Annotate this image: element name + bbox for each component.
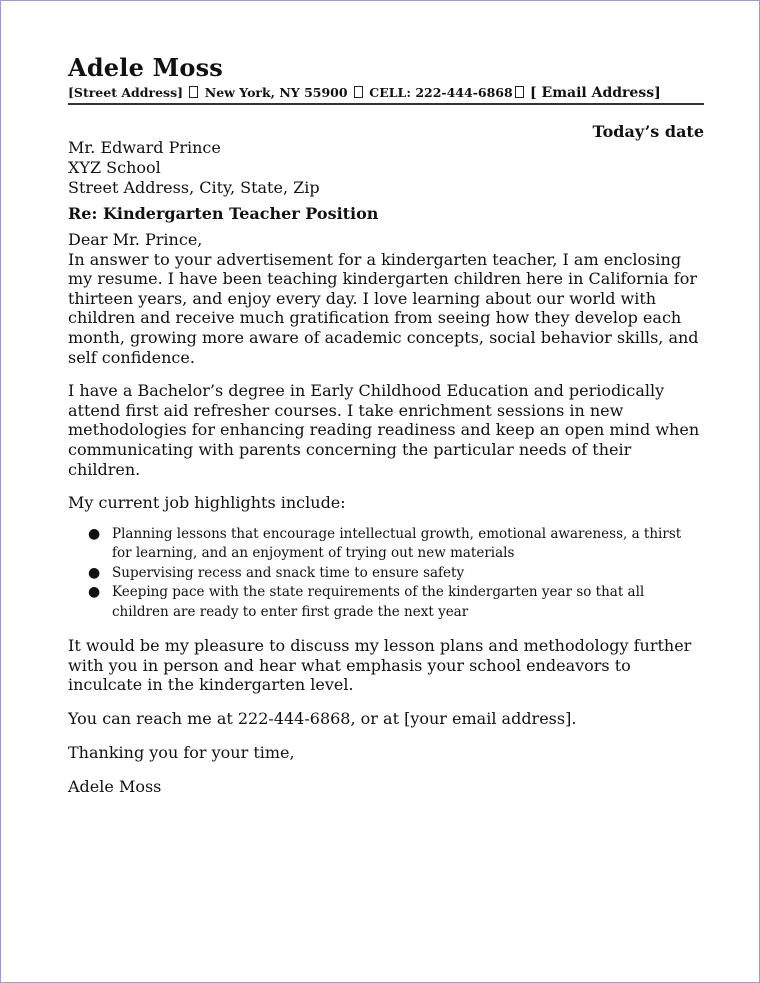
- city-state-zip: New York, NY 55900: [204, 85, 348, 100]
- cover-letter: [68, 52, 704, 797]
- body-paragraph: In answer to your advertisement for a kindergarten teacher, I am enclosing my resume. I have been teaching kindergarten children here in California for thirteen years, and enjoy every day. I love learning about our world with children and receive much gratification from seeing how they develop each month, growing more aware of academic concepts, social behavior skills, and self confidence.: [68, 249, 699, 367]
- cell-phone: CELL: 222-444-6868: [369, 85, 513, 100]
- list-item: [88, 525, 704, 564]
- recipient-address: Street Address, City, State, Zip: [68, 178, 320, 197]
- separator-icon: [354, 86, 363, 98]
- closing-thanks: Thanking you for your time,: [68, 743, 295, 762]
- list-item: [88, 583, 704, 622]
- bullet-icon: ●: [88, 584, 101, 601]
- list-item-text: Supervising recess and snack time to ensure safety: [112, 564, 465, 581]
- list-item: [88, 564, 704, 584]
- recipient-school: XYZ School: [68, 158, 161, 177]
- subject-line: Re: Kindergarten Teacher Position: [68, 204, 379, 223]
- highlights-intro: My current job highlights include:: [68, 493, 346, 513]
- street-address: [Street Address]: [68, 85, 184, 100]
- separator-icon: [515, 86, 524, 98]
- email-address: [ Email Address]: [530, 85, 661, 101]
- letter-date: Today’s date: [592, 122, 704, 141]
- sender-name: Adele Moss: [68, 53, 224, 82]
- contact-note: You can reach me at 222-444-6868, or at [your email address].: [68, 709, 577, 728]
- body-paragraph: I have a Bachelor’s degree in Early Childhood Education and periodically attend first aid refresher courses. I take enrichment sessions in new methodologies for enhancing reading readiness and keep an open mind when communicating with parents concerning the particular needs of their children.: [68, 381, 700, 479]
- bullet-icon: ●: [88, 525, 101, 542]
- recipient-name: Mr. Edward Prince: [68, 138, 221, 157]
- contact-line: [68, 84, 704, 105]
- closing-paragraph: It would be my pleasure to discuss my lesson plans and methodology further with you in person and hear what emphasis your school endeavors to inculcate in the kindergarten level.: [68, 636, 692, 695]
- list-item-text: Planning lessons that encourage intellectual growth, emotional awareness, a thirst for learning, and an enjoyment of trying out new materials: [112, 525, 682, 562]
- separator-icon: [189, 86, 198, 98]
- signature: Adele Moss: [68, 777, 162, 796]
- bullet-icon: ●: [88, 564, 101, 581]
- salutation: Dear Mr. Prince,: [68, 230, 203, 249]
- highlights-list: [88, 525, 704, 623]
- list-item-text: Keeping pace with the state requirements of the kindergarten year so that all children are ready to enter first grade the next year: [112, 584, 645, 620]
- recipient-block: [68, 138, 704, 198]
